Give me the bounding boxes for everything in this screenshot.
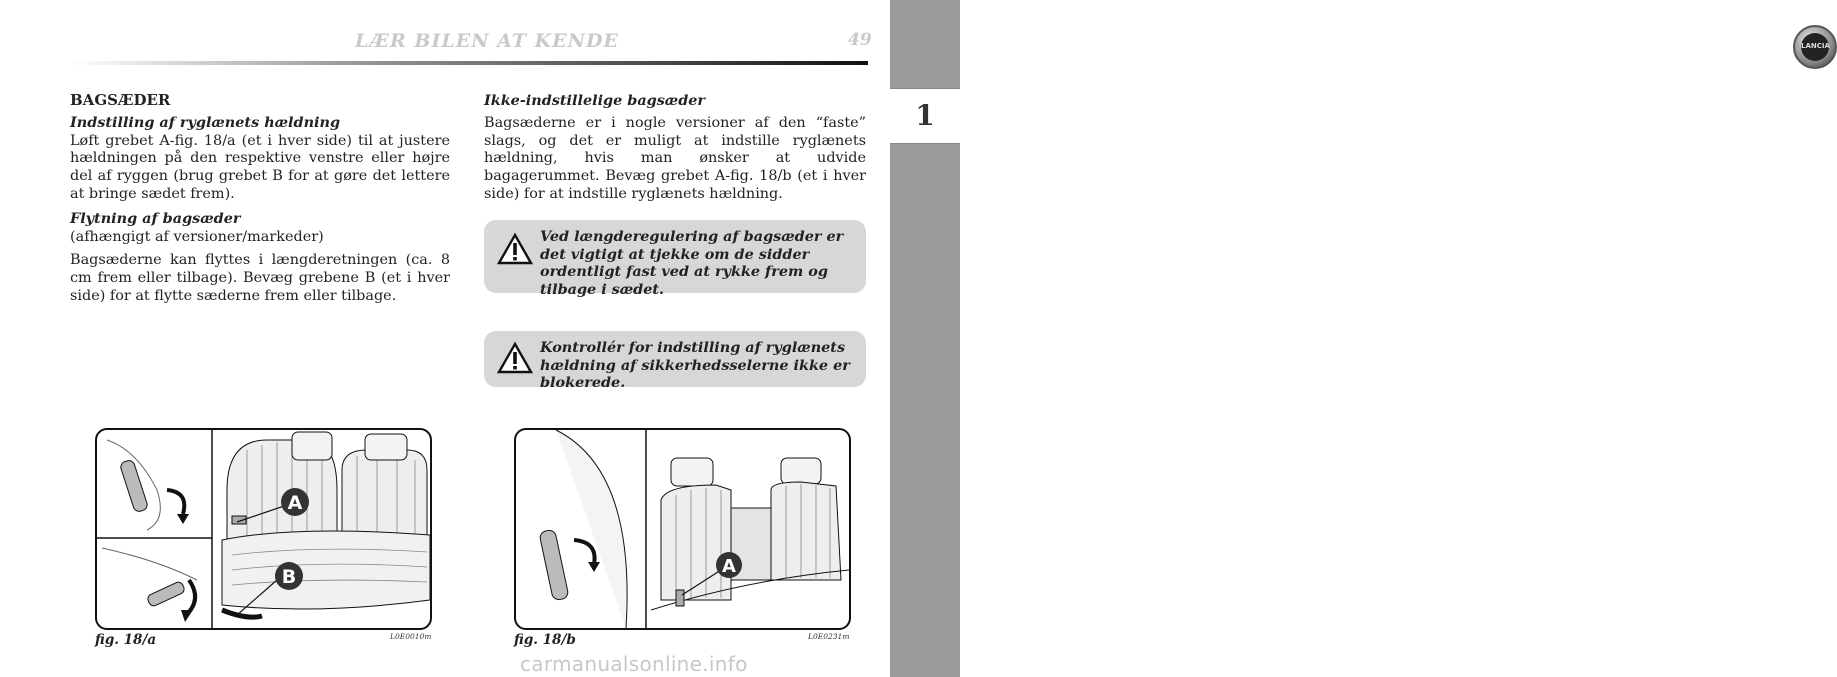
warning-box (484, 331, 866, 391)
section-title: BAGSÆDER (70, 91, 171, 109)
seat-illustration-b (516, 430, 849, 628)
warning-text: Kontrollér for indstilling af ryglænets hældning af sikkerhedsselerne ikke er blokerede. (540, 339, 850, 391)
callout-a: A (287, 492, 303, 514)
header-title: LÆR BILEN AT KENDE (355, 30, 619, 52)
warning-text: Ved længderegulering af bagsæder er det vigtigt at tjekke om de sidder ordentligt fast ved at rykke frem og tilbage i sædet. (540, 228, 844, 298)
warning-triangle-icon (498, 234, 532, 264)
chapter-number: 1 (915, 99, 935, 132)
paragraph: Løft grebet A-fig. 18/a (et i hver side) til at justere hældningen på den respektive venstre eller højre del af ryggen (brug grebet B for at gøre det lettere at bringe sædet frem). (70, 132, 450, 202)
logo-text: LANCIA (1801, 42, 1830, 50)
paragraph: Bagsæderne kan flyttes i længderetningen (ca. 8 cm frem eller tilbage). Bevæg grebene B (et i hver side) for at flytte sæderne frem eller tilbage. (70, 252, 450, 304)
subsection-title: Ikke-indstillelige bagsæder (484, 92, 706, 109)
figure-code: L0E0231m (808, 632, 850, 641)
figure-code: L0E0010m (390, 632, 432, 641)
figure-caption: fig. 18/a (95, 632, 157, 648)
header-rule (70, 61, 868, 65)
callout-a: A (722, 556, 736, 577)
page-number: 49 (848, 30, 872, 50)
figure-18b (514, 428, 851, 630)
subsection-note: (afhængigt af versioner/markeder) (70, 228, 324, 245)
right-column (484, 92, 866, 210)
figure-18a (95, 428, 432, 630)
subsection-title: Flytning af bagsæder (70, 209, 241, 227)
subsection-title: Indstilling af ryglænets hældning (70, 113, 341, 131)
chapter-box (890, 88, 960, 144)
warning-triangle-icon (498, 343, 532, 373)
callout-b: B (281, 566, 297, 588)
left-column (70, 92, 450, 312)
paragraph: Bagsæderne er i nogle versioner af den “faste” slags, og det er muligt at indstille ryglænets hældning, hvis man ønsker at udvide bagagerummet. Bevæg grebet A-fig. 18/b (et i hver side) for at indstille ryglænets hældning. (484, 114, 866, 202)
lancia-logo-icon (1793, 25, 1837, 69)
figure-caption: fig. 18/b (514, 632, 576, 648)
warning-box (484, 220, 866, 298)
watermark: carmanualsonline.info (520, 652, 748, 676)
seat-illustration-a (97, 430, 430, 628)
